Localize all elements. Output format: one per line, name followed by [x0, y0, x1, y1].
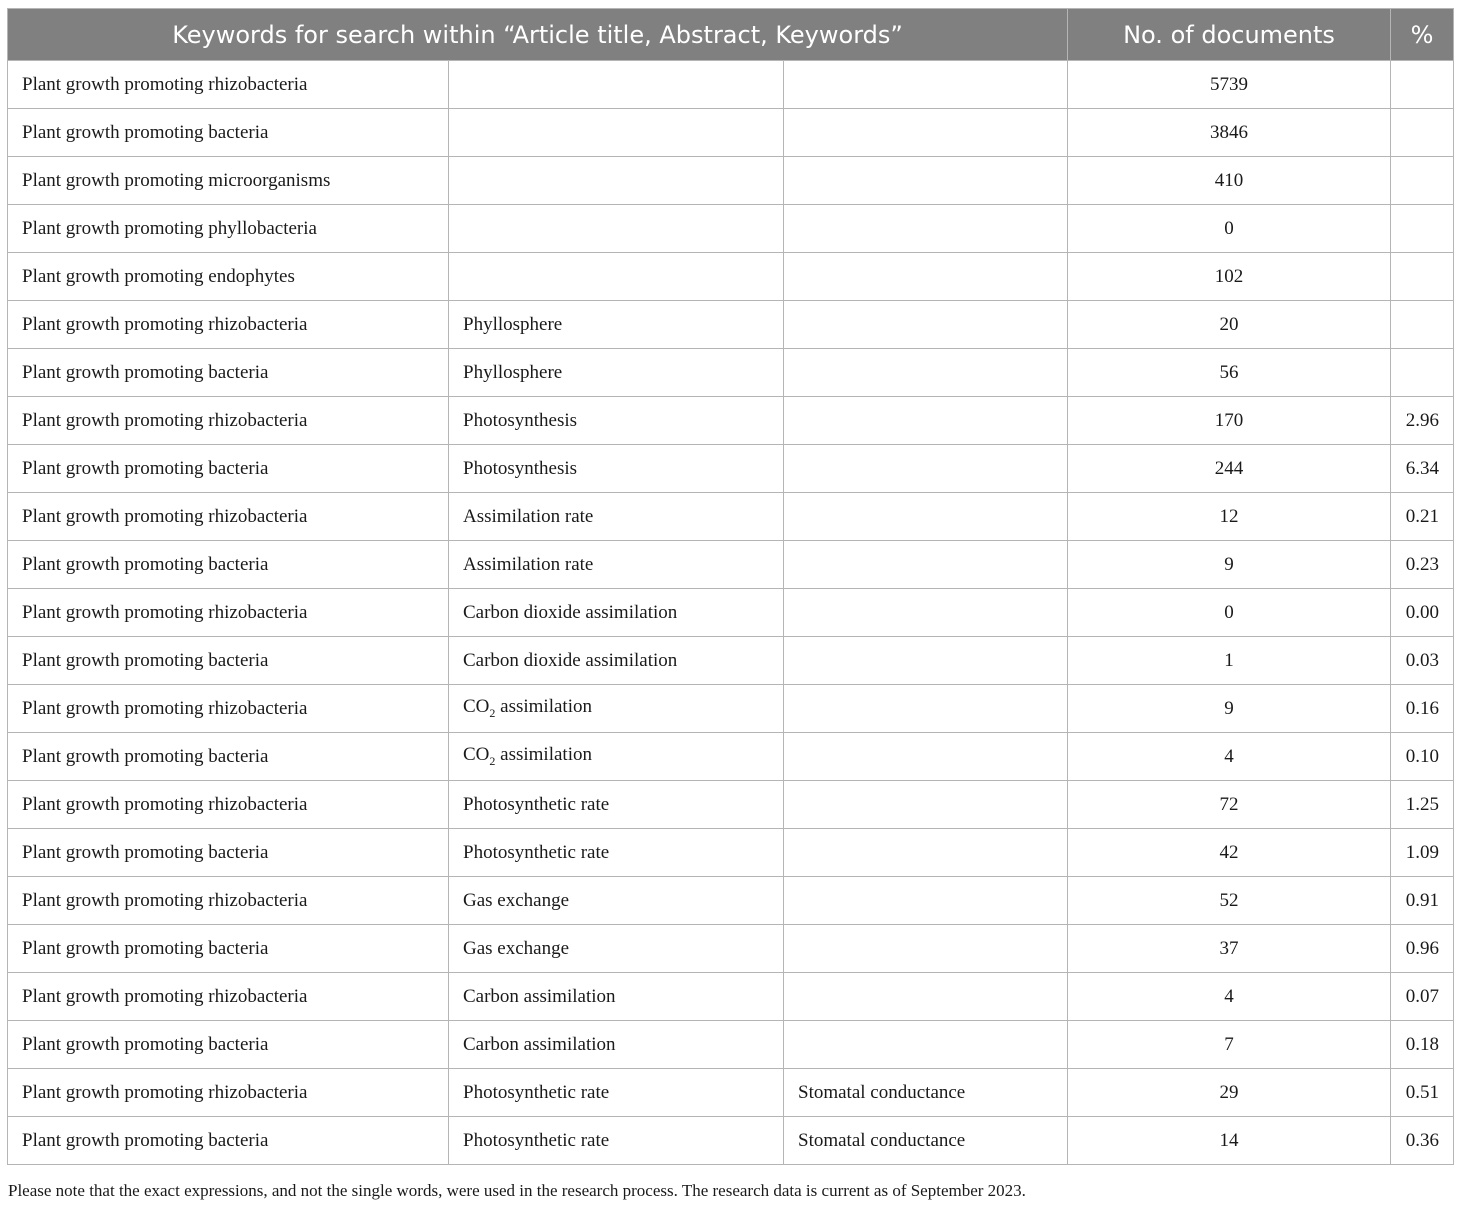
percent-cell: 0.16	[1391, 685, 1454, 733]
percent-cell	[1391, 205, 1454, 253]
keyword-3-cell	[784, 541, 1068, 589]
keyword-1-cell: Plant growth promoting bacteria	[8, 109, 449, 157]
percent-cell: 0.96	[1391, 925, 1454, 973]
keyword-2-cell: Photosynthetic rate	[449, 781, 784, 829]
percent-cell	[1391, 301, 1454, 349]
table-row	[8, 733, 1454, 781]
keyword-3-cell	[784, 253, 1068, 301]
document-count-cell: 170	[1068, 397, 1391, 445]
keyword-3-cell	[784, 733, 1068, 781]
percent-cell: 0.51	[1391, 1069, 1454, 1117]
table-row	[8, 541, 1454, 589]
keyword-2-cell	[449, 685, 784, 733]
keyword-3-cell	[784, 637, 1068, 685]
keyword-3-cell	[784, 1021, 1068, 1069]
keyword-1-cell: Plant growth promoting rhizobacteria	[8, 973, 449, 1021]
keyword-3-cell	[784, 925, 1068, 973]
document-count-cell: 52	[1068, 877, 1391, 925]
keyword-1-cell: Plant growth promoting rhizobacteria	[8, 1069, 449, 1117]
percent-cell: 0.07	[1391, 973, 1454, 1021]
keyword-2-cell: Gas exchange	[449, 877, 784, 925]
keyword-2-cell	[449, 61, 784, 109]
keyword-2-text: CO	[463, 744, 490, 766]
keyword-2-cell: Carbon dioxide assimilation	[449, 589, 784, 637]
keyword-2-cell: Photosynthesis	[449, 397, 784, 445]
keyword-search-table	[7, 8, 1454, 1165]
percent-cell	[1391, 61, 1454, 109]
table-row	[8, 1117, 1454, 1165]
percent-cell: 2.96	[1391, 397, 1454, 445]
document-count-cell: 20	[1068, 301, 1391, 349]
percent-cell: 1.09	[1391, 829, 1454, 877]
document-count-cell: 0	[1068, 589, 1391, 637]
document-count-cell: 5739	[1068, 61, 1391, 109]
table-row	[8, 61, 1454, 109]
document-count-cell: 9	[1068, 541, 1391, 589]
keyword-1-cell: Plant growth promoting bacteria	[8, 1021, 449, 1069]
keyword-2-cell	[449, 253, 784, 301]
table-row	[8, 397, 1454, 445]
keyword-1-cell: Plant growth promoting rhizobacteria	[8, 589, 449, 637]
table-row	[8, 1021, 1454, 1069]
keyword-1-cell: Plant growth promoting rhizobacteria	[8, 877, 449, 925]
document-count-cell: 102	[1068, 253, 1391, 301]
table-footnote: Please note that the exact expressions, and not the single words, were used in the research process. The research data is current as of September 2023.	[8, 1181, 1026, 1200]
document-count-cell: 7	[1068, 1021, 1391, 1069]
keyword-1-cell: Plant growth promoting rhizobacteria	[8, 301, 449, 349]
keyword-3-cell	[784, 493, 1068, 541]
keyword-3-cell	[784, 349, 1068, 397]
keyword-2-cell: Assimilation rate	[449, 541, 784, 589]
document-count-cell: 4	[1068, 973, 1391, 1021]
header-keywords: Keywords for search within “Article title, Abstract, Keywords”	[8, 9, 1068, 61]
keyword-2-cell: Carbon assimilation	[449, 1021, 784, 1069]
table-row	[8, 781, 1454, 829]
table-row	[8, 637, 1454, 685]
keyword-1-cell: Plant growth promoting phyllobacteria	[8, 205, 449, 253]
table-row	[8, 877, 1454, 925]
table-row	[8, 349, 1454, 397]
keyword-1-cell: Plant growth promoting bacteria	[8, 925, 449, 973]
keyword-2-cell: Photosynthetic rate	[449, 1117, 784, 1165]
keyword-2-cell: Photosynthetic rate	[449, 1069, 784, 1117]
document-count-cell: 12	[1068, 493, 1391, 541]
keyword-3-cell	[784, 877, 1068, 925]
keyword-1-cell: Plant growth promoting bacteria	[8, 829, 449, 877]
document-count-cell: 56	[1068, 349, 1391, 397]
table-row	[8, 205, 1454, 253]
keyword-3-cell	[784, 157, 1068, 205]
table-body	[8, 61, 1454, 1165]
table-row	[8, 253, 1454, 301]
document-count-cell: 72	[1068, 781, 1391, 829]
keyword-1-cell: Plant growth promoting microorganisms	[8, 157, 449, 205]
table-row	[8, 829, 1454, 877]
keyword-2-cell: Phyllosphere	[449, 301, 784, 349]
keyword-2-cell	[449, 157, 784, 205]
keyword-1-cell: Plant growth promoting rhizobacteria	[8, 493, 449, 541]
keyword-1-cell: Plant growth promoting rhizobacteria	[8, 781, 449, 829]
keyword-2-cell	[449, 109, 784, 157]
keyword-2-cell: Phyllosphere	[449, 349, 784, 397]
percent-cell: 0.21	[1391, 493, 1454, 541]
keyword-2-cell: Assimilation rate	[449, 493, 784, 541]
percent-cell: 0.36	[1391, 1117, 1454, 1165]
document-count-cell: 14	[1068, 1117, 1391, 1165]
keyword-1-cell: Plant growth promoting bacteria	[8, 1117, 449, 1165]
keyword-3-cell	[784, 397, 1068, 445]
table-row	[8, 973, 1454, 1021]
percent-cell: 0.18	[1391, 1021, 1454, 1069]
keyword-3-cell	[784, 973, 1068, 1021]
keyword-1-cell: Plant growth promoting bacteria	[8, 733, 449, 781]
keyword-2-cell: Carbon assimilation	[449, 973, 784, 1021]
keyword-1-cell: Plant growth promoting endophytes	[8, 253, 449, 301]
keyword-1-cell: Plant growth promoting bacteria	[8, 637, 449, 685]
percent-cell: 0.00	[1391, 589, 1454, 637]
table-row	[8, 109, 1454, 157]
document-count-cell: 244	[1068, 445, 1391, 493]
keyword-2-text: CO	[463, 696, 490, 718]
percent-cell: 0.91	[1391, 877, 1454, 925]
table-row	[8, 493, 1454, 541]
percent-cell	[1391, 157, 1454, 205]
percent-cell	[1391, 109, 1454, 157]
keyword-2-cell: Gas exchange	[449, 925, 784, 973]
keyword-2-cell: Carbon dioxide assimilation	[449, 637, 784, 685]
table-header-row	[8, 9, 1454, 61]
document-count-cell: 29	[1068, 1069, 1391, 1117]
document-count-cell: 3846	[1068, 109, 1391, 157]
keyword-3-cell	[784, 685, 1068, 733]
keyword-2-cell	[449, 205, 784, 253]
document-count-cell: 0	[1068, 205, 1391, 253]
keyword-2-cell: Photosynthesis	[449, 445, 784, 493]
percent-cell: 0.23	[1391, 541, 1454, 589]
keyword-3-cell	[784, 829, 1068, 877]
table-row	[8, 925, 1454, 973]
table-row	[8, 1069, 1454, 1117]
keyword-3-cell	[784, 781, 1068, 829]
percent-cell: 6.34	[1391, 445, 1454, 493]
percent-cell: 1.25	[1391, 781, 1454, 829]
header-documents: No. of documents	[1068, 9, 1391, 61]
table-row	[8, 301, 1454, 349]
keyword-3-cell	[784, 445, 1068, 493]
keyword-2-tail: assimilation	[495, 696, 592, 718]
keyword-1-cell: Plant growth promoting bacteria	[8, 541, 449, 589]
document-count-cell: 37	[1068, 925, 1391, 973]
percent-cell	[1391, 253, 1454, 301]
keyword-search-table-container	[7, 8, 1453, 1165]
keyword-1-cell: Plant growth promoting bacteria	[8, 349, 449, 397]
keyword-1-cell: Plant growth promoting rhizobacteria	[8, 61, 449, 109]
document-count-cell: 9	[1068, 685, 1391, 733]
table-row	[8, 685, 1454, 733]
document-count-cell: 42	[1068, 829, 1391, 877]
keyword-3-cell	[784, 61, 1068, 109]
keyword-3-cell	[784, 589, 1068, 637]
table-row	[8, 157, 1454, 205]
percent-cell	[1391, 349, 1454, 397]
document-count-cell: 4	[1068, 733, 1391, 781]
keyword-2-cell: Photosynthetic rate	[449, 829, 784, 877]
keyword-3-cell	[784, 109, 1068, 157]
keyword-2-tail: assimilation	[495, 744, 592, 766]
document-count-cell: 1	[1068, 637, 1391, 685]
table-row	[8, 445, 1454, 493]
keyword-3-cell: Stomatal conductance	[784, 1117, 1068, 1165]
keyword-2-subscript: 2	[489, 753, 496, 768]
table-row	[8, 589, 1454, 637]
percent-cell: 0.10	[1391, 733, 1454, 781]
keyword-2-subscript: 2	[489, 705, 496, 720]
keyword-1-cell: Plant growth promoting rhizobacteria	[8, 685, 449, 733]
header-percent: %	[1391, 9, 1454, 61]
keyword-3-cell	[784, 205, 1068, 253]
keyword-3-cell	[784, 301, 1068, 349]
percent-cell: 0.03	[1391, 637, 1454, 685]
document-count-cell: 410	[1068, 157, 1391, 205]
keyword-1-cell: Plant growth promoting rhizobacteria	[8, 397, 449, 445]
keyword-2-cell	[449, 733, 784, 781]
keyword-3-cell: Stomatal conductance	[784, 1069, 1068, 1117]
keyword-1-cell: Plant growth promoting bacteria	[8, 445, 449, 493]
